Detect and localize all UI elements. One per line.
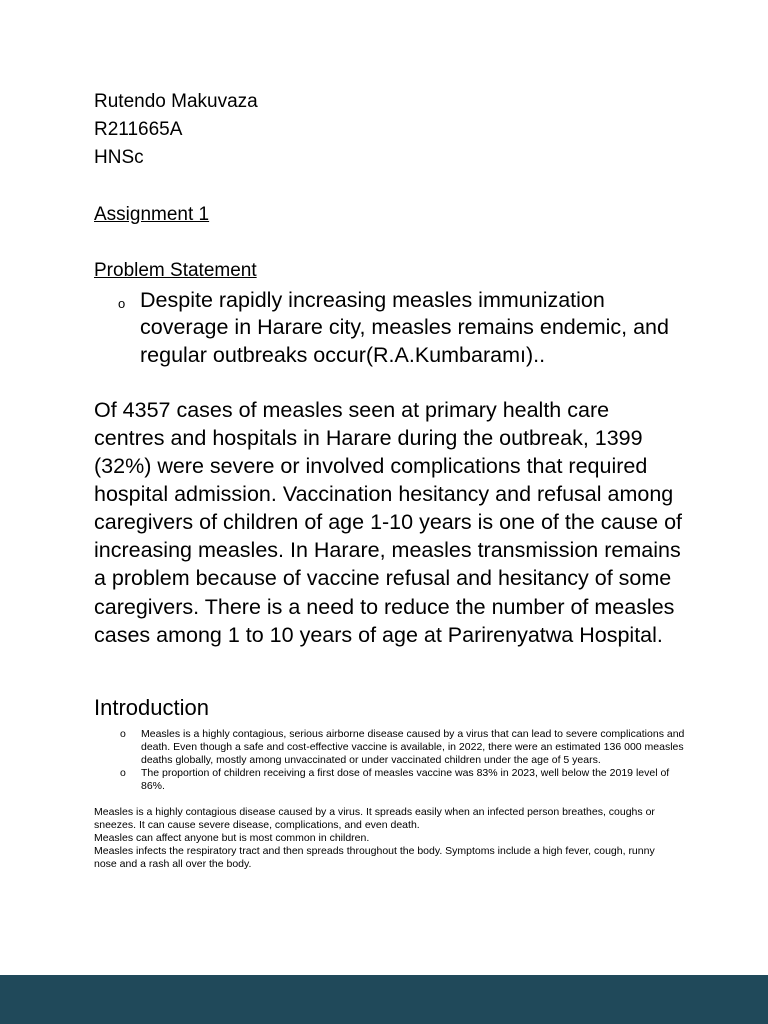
list-item — [94, 767, 768, 793]
problem-statement-bullet — [94, 287, 768, 369]
problem-statement-paragraph: Of 4357 cases of measles seen at primary health care centres and hospitals in Harare during the outbreak, 1399 (32%) were severe or involved complications that required hospital admission. Vaccination hesitancy and refusal among caregivers of children of age 1-10 years is one of the cause of increasing measles. In Harare, measles transmission remains a problem because of vaccine refusal and hesitancy of some caregivers. There is a need to reduce the number of measles cases among 1 to 10 years of age at Parirenyatwa Hospital. — [94, 397, 683, 647]
student-id: R211665A — [94, 119, 183, 140]
introduction-bullet-list — [94, 728, 768, 793]
assignment-title — [94, 201, 768, 229]
introduction-heading: Introduction — [94, 694, 209, 720]
problem-statement-heading — [94, 257, 768, 285]
list-item — [94, 728, 768, 767]
introduction-paragraphs — [94, 806, 660, 871]
course-code: HNSc — [94, 147, 144, 168]
paragraph: Measles is a highly contagious disease caused by a virus. It spreads easily when an infected person breathes, coughs or sneezes. It can cause severe disease, complications, and even death. — [94, 805, 655, 831]
bullet-marker: o — [118, 296, 126, 311]
list-item-text: Measles is a highly contagious, serious airborne disease caused by a virus that can lead to severe complications and death. Even though a safe and cost-effective vaccine is available, in 2022, there were an estimated 136 000 measles deaths globally, mostly among unvaccinated or under vaccinated children under the age of 5 years. — [141, 727, 685, 766]
paragraph: Measles can affect anyone but is most common in children. — [94, 831, 370, 844]
problem-statement-bullet-text: Despite rapidly increasing measles immunization coverage in Harare city, measles remains endemic, and regular outbreaks occur(R.A.Kumbaramı).. — [140, 288, 669, 367]
paragraph: Measles infects the respiratory tract and then spreads throughout the body. Symptoms include a high fever, cough, runny nose and a rash all over the body. — [94, 844, 655, 870]
list-item-text: The proportion of children receiving a first dose of measles vaccine was 83% in 2023, well below the 2019 level of 86%. — [141, 766, 670, 792]
author-name: Rutendo Makuvaza — [94, 91, 258, 112]
assignment-title-text: Assignment 1 — [94, 204, 210, 225]
bullet-marker: o — [120, 727, 126, 740]
problem-statement-heading-text: Problem Statement — [94, 260, 257, 281]
viewer-footer-bar — [0, 975, 768, 1024]
bullet-marker: o — [120, 766, 126, 779]
